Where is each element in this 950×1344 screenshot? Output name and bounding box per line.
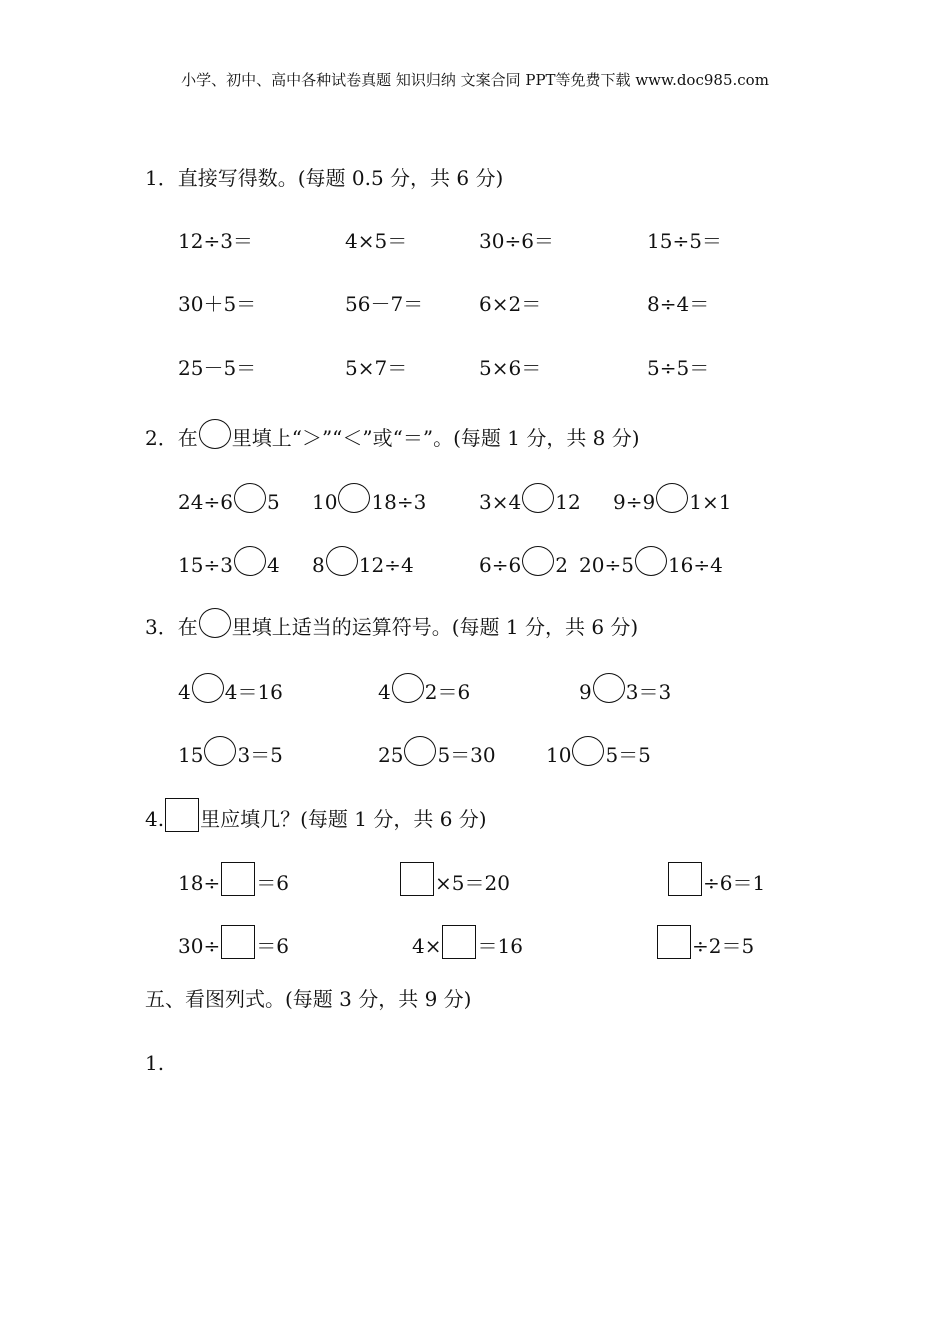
answer-circle[interactable] [192,673,224,703]
operator-item: 4 4＝16 [178,673,283,704]
answer-circle[interactable] [635,546,667,576]
answer-circle[interactable] [522,483,554,513]
answer-box[interactable] [657,925,691,959]
compare-item: 20÷5 16÷4 [579,546,723,577]
answer-circle[interactable] [656,483,688,513]
answer-circle[interactable] [234,546,266,576]
compare-item: 3×4 12 [479,483,581,514]
q5-sub-1: 1. [145,1051,165,1075]
fill-item: ÷6＝1 [667,862,765,896]
compare-item: 9÷9 1×1 [613,483,731,514]
answer-circle[interactable] [392,673,424,703]
q1-item: 12÷3＝ [178,229,253,253]
compare-item: 15÷3 4 [178,546,280,577]
q1-title: 1．直接写得数。(每题 0.5 分，共 6 分) [145,166,504,190]
answer-circle [199,419,231,449]
operator-item: 9 3＝3 [579,673,671,704]
operator-item: 4 2＝6 [378,673,470,704]
q1-item: 5×7＝ [345,356,408,380]
answer-box [165,798,199,832]
answer-circle[interactable] [404,736,436,766]
page-header: 小学、初中、高中各种试卷真题 知识归纳 文案合同 PPT等免费下载 www.doc985.com [181,71,769,89]
compare-item: 10 18÷3 [312,483,426,514]
q3-title: 3．在 里填上适当的运算符号。(每题 1 分，共 6 分) [145,608,638,639]
answer-circle[interactable] [326,546,358,576]
q1-item: 30÷6＝ [479,229,554,253]
fill-item: 4× ＝16 [412,925,523,959]
q1-item: 5×6＝ [479,356,542,380]
q5-title: 五、看图列式。(每题 3 分，共 9 分) [145,987,472,1011]
answer-circle [199,608,231,638]
answer-box[interactable] [400,862,434,896]
q1-item: 4×5＝ [345,229,408,253]
q4-title: 4. 里应填几？(每题 1 分，共 6 分) [145,798,487,832]
answer-circle[interactable] [572,736,604,766]
compare-item: 8 12÷4 [312,546,414,577]
compare-item: 6÷6 2 [479,546,568,577]
answer-box[interactable] [668,862,702,896]
fill-item: 30÷ ＝6 [178,925,289,959]
q1-item: 30＋5＝ [178,292,257,316]
q1-item: 8÷4＝ [647,292,710,316]
answer-circle[interactable] [204,736,236,766]
answer-box[interactable] [221,925,255,959]
fill-item: ÷2＝5 [656,925,754,959]
q1-item: 15÷5＝ [647,229,722,253]
answer-box[interactable] [442,925,476,959]
answer-box[interactable] [221,862,255,896]
answer-circle[interactable] [338,483,370,513]
q1-item: 6×2＝ [479,292,542,316]
q1-item: 25－5＝ [178,356,257,380]
answer-circle[interactable] [234,483,266,513]
operator-item: 15 3＝5 [178,736,283,767]
q1-item: 5÷5＝ [647,356,710,380]
fill-item: ×5＝20 [399,862,510,896]
operator-item: 10 5＝5 [546,736,651,767]
q2-title: 2．在 里填上“＞”“＜”或“＝”。(每题 1 分，共 8 分) [145,419,640,450]
q1-item: 56－7＝ [345,292,424,316]
operator-item: 25 5＝30 [378,736,496,767]
answer-circle[interactable] [593,673,625,703]
fill-item: 18÷ ＝6 [178,862,289,896]
compare-item: 24÷6 5 [178,483,280,514]
answer-circle[interactable] [522,546,554,576]
